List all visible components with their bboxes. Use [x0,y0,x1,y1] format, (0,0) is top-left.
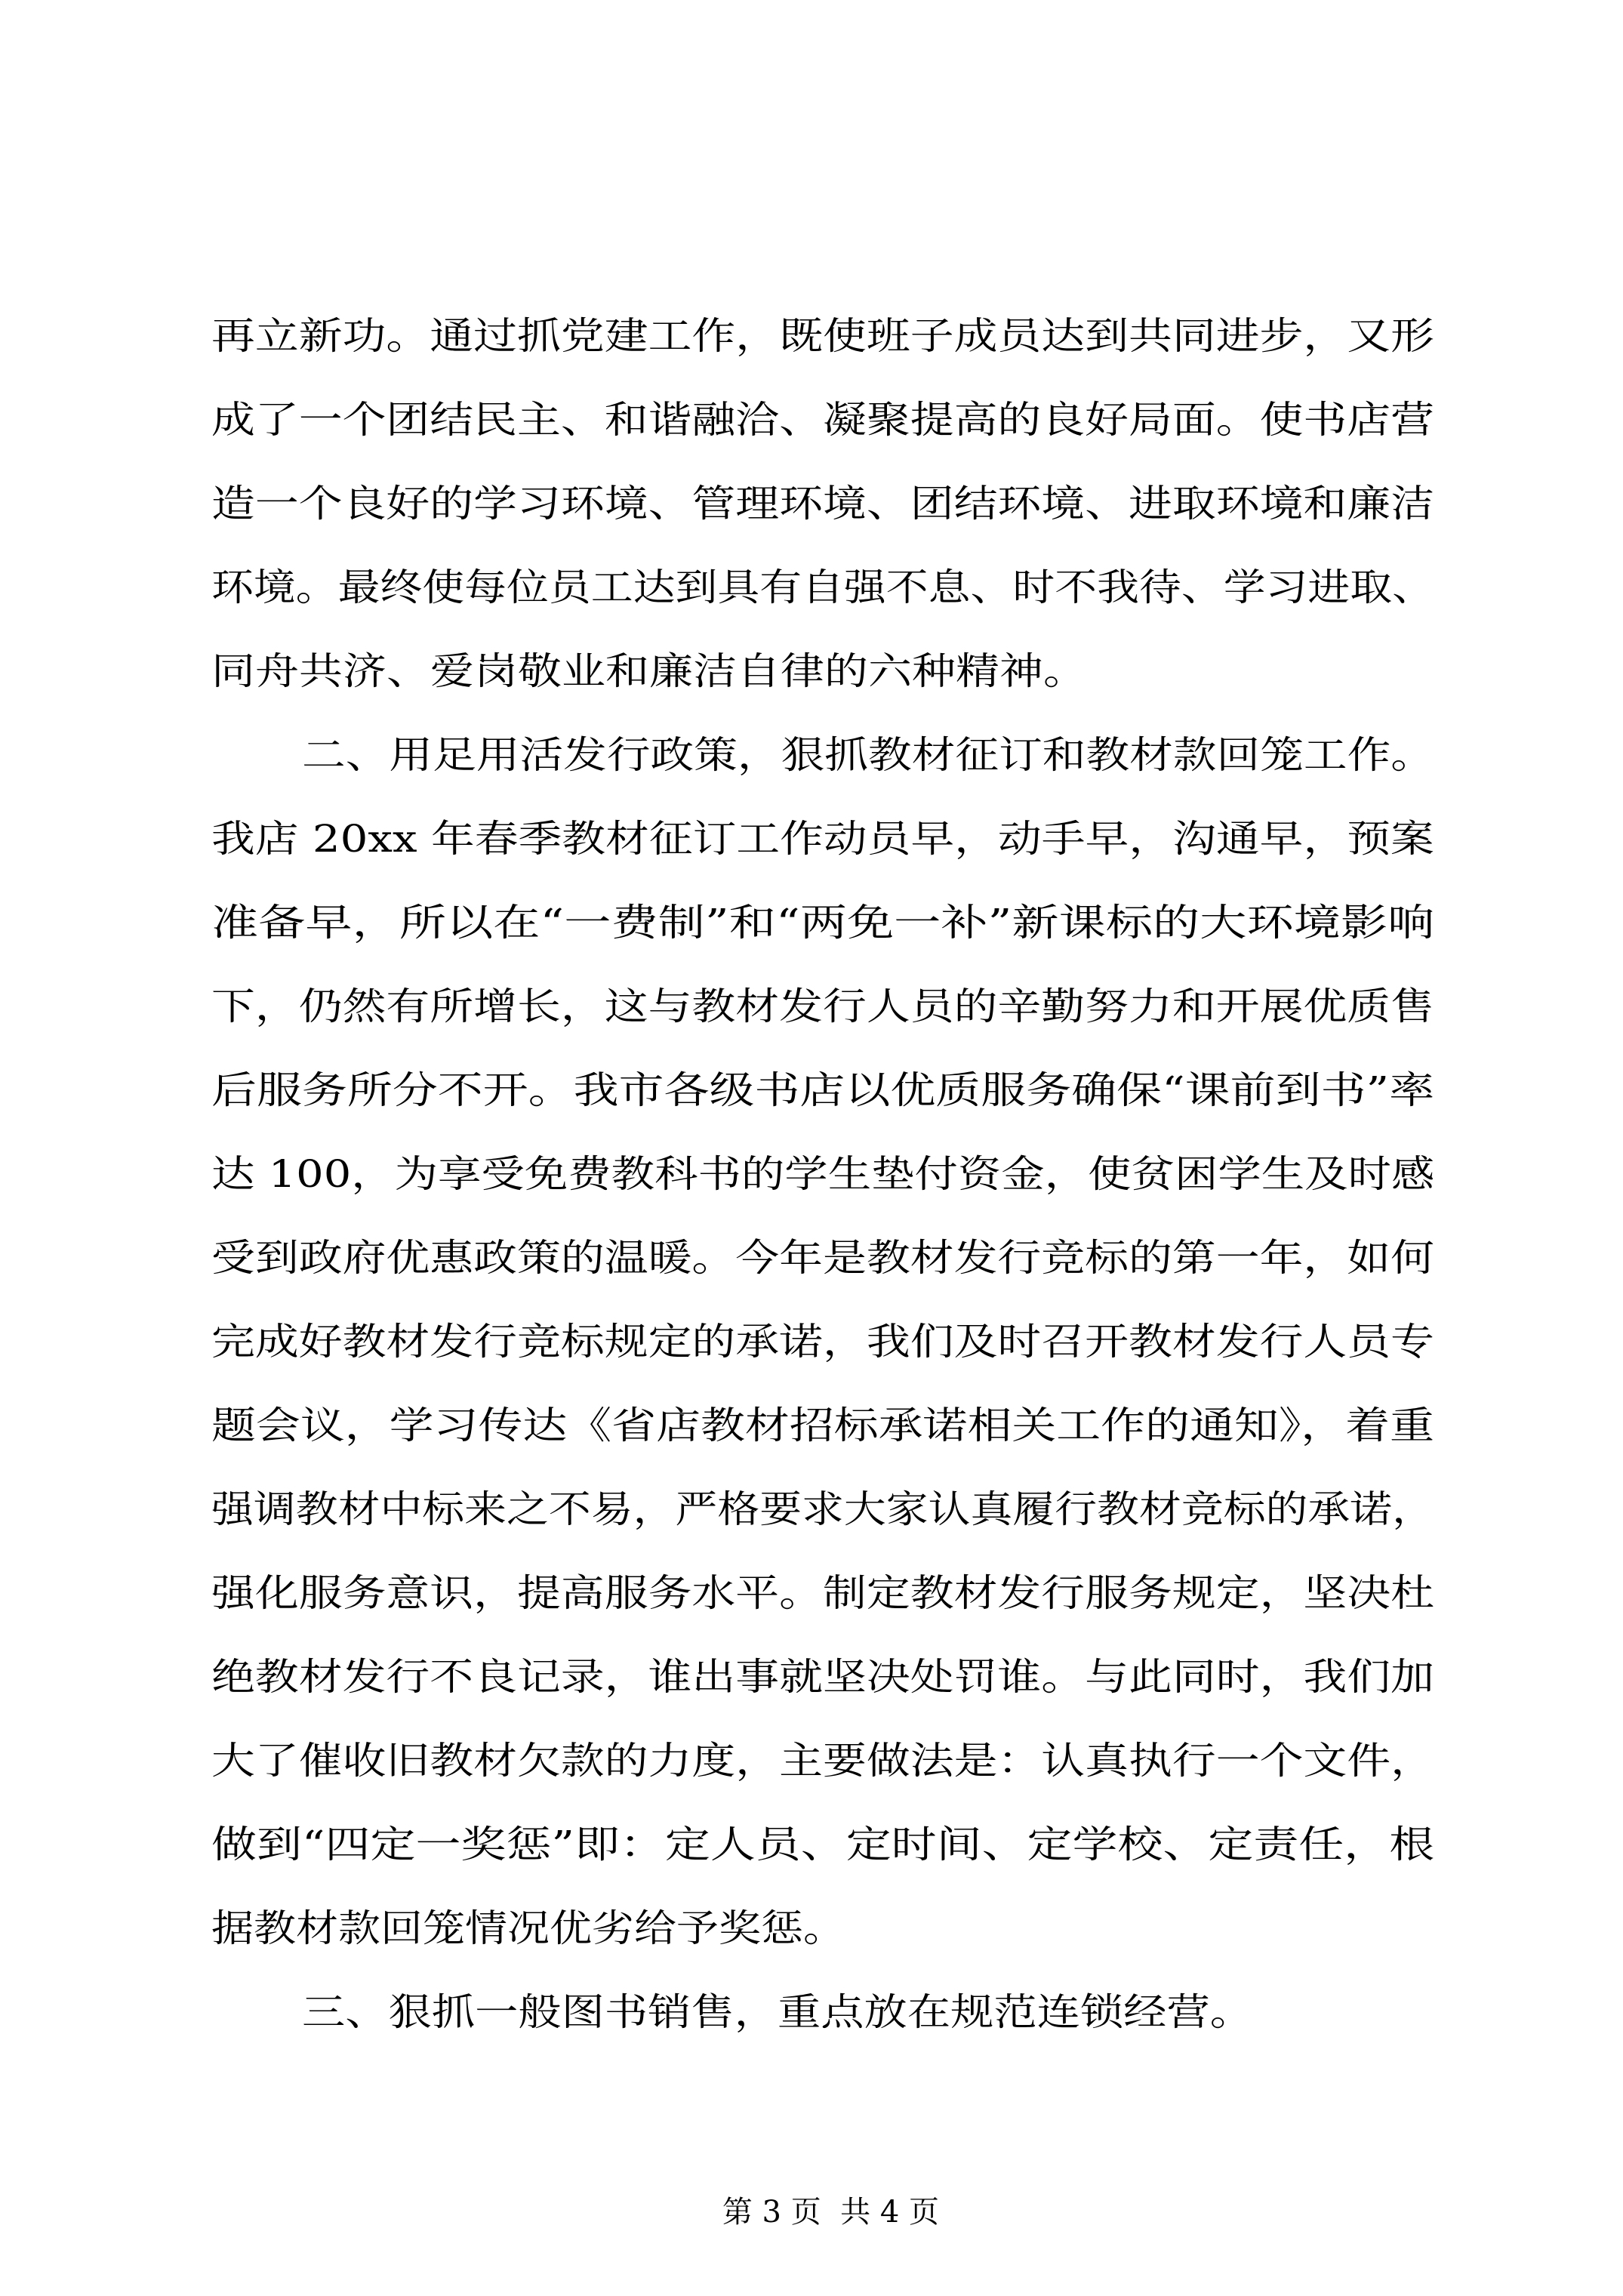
text-line [0,1300,1623,1383]
text-line-content: 再立新功。通过抓党建工作，既使班子成员达到共同进步，又形 [211,314,1434,358]
text-line-content: 同舟共济、爱岗敬业和廉洁自律的六种精神。 [211,649,1087,693]
text-line [0,294,1623,378]
text-line-content: 达 100，为享受免费教科书的学生垫付资金，使贫困学生及时感 [211,1152,1435,1196]
text-line-content: 强调教材中标来之不易，严格要求大家认真履行教材竞标的承诺， [211,1487,1434,1531]
text-line [0,1803,1623,1886]
text-line [0,797,1623,880]
text-line [0,713,1623,797]
text-line-content: 绝教材发行不良记录，谁出事就坚决处罚谁。与此同时，我们加 [211,1655,1434,1699]
text-line [0,1552,1623,1635]
text-line [0,881,1623,964]
text-line-content: 环境。最终使每位员工达到具有自强不息、时不我待、学习进取、 [211,566,1434,609]
page-number-label: 第 3 页 共 4 页 [722,2195,940,2230]
text-line [0,378,1623,461]
text-line [0,965,1623,1048]
text-line-content: 受到政府优惠政策的温暖。今年是教材发行竞标的第一年，如何 [211,1236,1434,1280]
text-line-content: 大了催收旧教材欠款的力度，主要做法是：认真执行一个文件， [211,1739,1434,1783]
text-line [0,1384,1623,1467]
text-line-content: 二、用足用活发行政策，狠抓教材征订和教材款回笼工作。 [302,733,1434,777]
text-line [0,1719,1623,1802]
text-line-content: 据教材款回笼情况优劣给予奖惩。 [211,1906,845,1950]
text-line [0,1133,1623,1216]
text-line [0,1049,1623,1132]
text-line-content: 成了一个团结民主、和谐融洽、凝聚提高的良好局面。使书店营 [211,398,1434,442]
text-line [0,1635,1623,1718]
text-line-content: 做到“四定一奖惩”即：定人员、定时间、定学校、定责任，根 [211,1823,1435,1866]
text-line [0,1468,1623,1551]
text-line [0,1887,1623,1970]
text-line-content: 造一个良好的学习环境、管理环境、团结环境、进取环境和廉洁 [211,482,1434,525]
text-line [0,462,1623,545]
text-line [0,1216,1623,1299]
text-line-content: 下，仍然有所增长，这与教材发行人员的辛勤努力和开展优质售 [211,985,1434,1028]
text-line-content: 强化服务意识，提高服务水平。制定教材发行服务规定，坚决杜 [211,1571,1434,1615]
text-line [0,630,1623,713]
text-line-content: 三、狠抓一般图书销售，重点放在规范连锁经营。 [302,1990,1253,2034]
text-line-content: 我店 20xx 年春季教材征订工作动员早，动手早，沟通早，预案 [211,817,1434,861]
text-line-content: 准备早，所以在“一费制”和“两免一补”新课标的大环境影响 [211,901,1435,945]
page-footer [0,2133,1623,2230]
text-line-content: 完成好教材发行竞标规定的承诺，我们及时召开教材发行人员专 [211,1320,1434,1364]
text-line [0,1971,1623,2054]
text-line-content: 后服务所分不开。我市各级书店以优质服务确保“课前到书”率 [211,1068,1435,1112]
text-line [0,546,1623,629]
text-line-content: 题会议，学习传达《省店教材招标承诺相关工作的通知》，着重 [211,1404,1434,1447]
